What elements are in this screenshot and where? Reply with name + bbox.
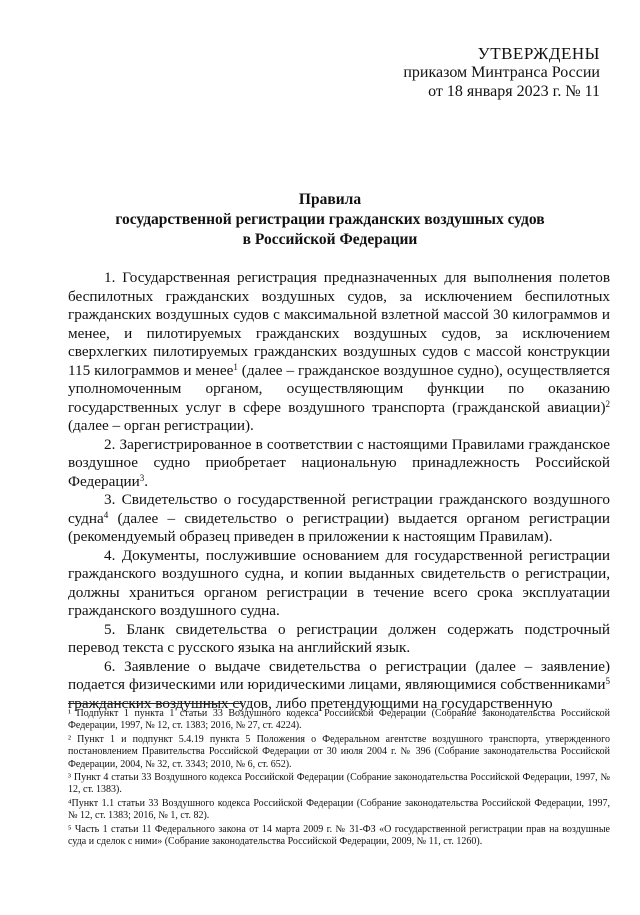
approval-stamp xyxy=(380,44,600,101)
footnote-5: ⁵ Часть 1 статьи 11 Федерального закона от 14 марта 2009 г. № 31-ФЗ «О государственной регистрации прав на воздушные суда и сделок с ними» (Собрание законодательства Российской Федерации, 2009, № 11, ст. 1260). xyxy=(68,823,610,848)
footnotes xyxy=(68,708,610,849)
paragraph-3 xyxy=(68,491,610,547)
paragraph-4: 4. Документы, послужившие основанием для государственной регистрации гражданского воздушного судна, и копии выданных свидетельств о регистрации, должны храниться органом регистрации в течение всего срока эксплуатации гражданского воздушного судна. xyxy=(68,546,610,619)
paragraph-2-text-b: . xyxy=(144,472,149,490)
title-line-1: Правила xyxy=(298,191,362,208)
paragraph-3-text-b: (далее – свидетельство о регистрации) выдается органом регистрации (рекомендуемый образец приведен в приложении к настоящим Правилам). xyxy=(68,509,610,545)
footnote-ref-2: 2 xyxy=(605,398,610,409)
footnote-ref-4: 4 xyxy=(103,509,109,520)
paragraph-1-text-a: 1. Государственная регистрация предназначенных для выполнения полетов беспилотных гражданских воздушных судов, за исключением беспилотных гражданских воздушных судов с максимальной взлетной массой 30 килограммов и менее, и пилотируемых гражданских воздушных судов, за исключением сверхлегких пилотируемых гражданских воздушных судов с массой конструкции 115 килограммов и менее xyxy=(68,269,610,379)
footnote-2: ² Пункт 1 и подпункт 5.4.19 пункта 5 Положения о Федеральном агентстве воздушного транспорта, утвержденного постановлением Правительства Российской Федерации от 30 июля 2004 г. № 396 (Собрание законодательства Российской Федерации, 2004, № 32, ст. 3343; 2010, № 6, ст. 652). xyxy=(68,733,610,770)
footnote-4: ⁴Пункт 1.1 статьи 33 Воздушного кодекса Российской Федерации (Собрание законодательства Российской Федерации, 1997, № 12, ст. 1383; 2016, № 1, ст. 82). xyxy=(68,797,610,822)
document-title xyxy=(60,190,600,250)
footnote-3: ³ Пункт 4 статьи 33 Воздушного кодекса Российской Федерации (Собрание законодательства Российской Федерации, 1997, № 12, ст. 1383). xyxy=(68,772,610,796)
paragraph-1 xyxy=(68,269,610,436)
paragraph-1-text-c: (далее – орган регистрации). xyxy=(68,417,254,434)
footnote-separator xyxy=(68,703,243,704)
paragraph-1-text-b: (далее – гражданское воздушное судно), осуществляется уполномоченным органом, осуществляющим функции по оказанию государственных услуг в сфере воздушного транспорта (гражданской авиации) xyxy=(68,361,610,416)
paragraph-3-text-a: 3. Свидетельство о государственной регистрации гражданского воздушного судна xyxy=(68,491,610,527)
paragraph-2-text-a: 2. Зарегистрированное в соответствии с настоящими Правилами гражданское воздушное судно приобретает национальную принадлежность Российской Федерации xyxy=(68,435,610,490)
footnote-ref-5: 5 xyxy=(605,676,610,686)
approval-order: приказом Минтранса России xyxy=(403,64,600,81)
approval-date: от 18 января 2023 г. № 11 xyxy=(428,83,600,100)
paragraph-6-text-a: 6. Заявление о выдаче свидетельства о регистрации (далее – заявление) подается физическими или юридическими лицами, являющимися собственниками xyxy=(68,657,610,693)
paragraph-6 xyxy=(68,658,610,714)
footnote-ref-3: 3 xyxy=(139,472,145,483)
footnote-ref-1: 1 xyxy=(233,361,238,372)
paragraph-6-text-b: гражданских воздушных судов, либо претендующими на государственную xyxy=(68,694,553,712)
paragraph-2 xyxy=(68,436,610,492)
document-body xyxy=(68,269,610,713)
approval-heading: УТВЕРЖДЕНЫ xyxy=(477,44,600,63)
title-line-3: в Российской Федерации xyxy=(242,231,418,248)
footnote-1: ¹ Подпункт 1 пункта 1 статьи 33 Воздушного кодекса Российской Федерации (Собрание законодательства Российской Федерации, 1997, № 12, ст. 1383; 2016, № 27, ст. 4224). xyxy=(68,708,610,732)
paragraph-5: 5. Бланк свидетельства о регистрации должен содержать подстрочный перевод текста с русского языка на английский язык. xyxy=(68,620,610,656)
title-line-2: государственной регистрации гражданских воздушных судов xyxy=(115,211,545,228)
